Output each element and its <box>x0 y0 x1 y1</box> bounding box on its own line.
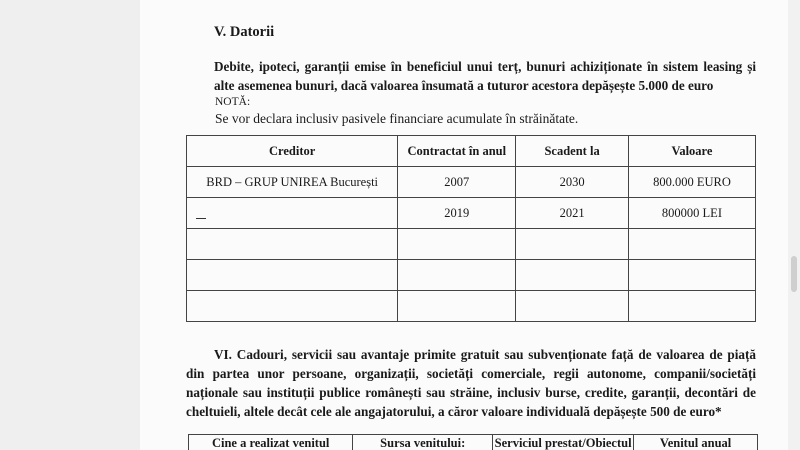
column-header-due-date: Scadent la <box>516 136 629 167</box>
table-cell <box>187 260 398 291</box>
gifts-table <box>188 434 758 450</box>
table-header-row <box>187 136 756 167</box>
table-cell <box>628 291 755 322</box>
table-cell: 800.000 EURO <box>628 167 755 198</box>
column-header-service-object: Serviciul prestat/Obiectul <box>493 435 634 450</box>
viewer-background-left <box>0 0 140 450</box>
column-header-income-recipient: Cine a realizat venitul <box>189 435 353 450</box>
table-cell <box>398 260 516 291</box>
table-cell: 2007 <box>398 167 516 198</box>
column-header-contracted-year: Contractat în anul <box>398 136 516 167</box>
table-cell <box>516 260 629 291</box>
debts-table <box>186 135 756 322</box>
table-cell <box>398 291 516 322</box>
table-row <box>187 260 756 291</box>
note-label: NOTĂ: <box>215 96 251 108</box>
column-header-creditor: Creditor <box>187 136 398 167</box>
section-6-description: VI. Cadouri, servicii sau avantaje primite gratuit sau subvenționate față de valoarea de piață din partea unor persoane, organizații, societăți comerciale, regii autonome, companii/societăți naționale sau instituții publice românești sau străine, inclusiv burse, credite, garanții, decontări de cheltuieli, altele decât cele ale angajatorului, a căror valoare individuală depășește 500 de euro* <box>186 347 756 419</box>
table-cell <box>516 229 629 260</box>
column-header-income-source: Sursa venitului: <box>353 435 493 450</box>
table-cell: 800000 LEI <box>628 198 755 229</box>
table-cell: 2021 <box>516 198 629 229</box>
document-page <box>140 0 788 450</box>
table-cell <box>516 291 629 322</box>
table-header-row <box>189 435 758 450</box>
vertical-scrollbar[interactable] <box>788 0 800 450</box>
table-cell: BRD – GRUP UNIREA București <box>187 167 398 198</box>
table-cell <box>398 229 516 260</box>
table-cell <box>628 260 755 291</box>
column-header-value: Valoare <box>628 136 755 167</box>
scrollbar-thumb[interactable] <box>791 256 797 292</box>
table-row <box>187 229 756 260</box>
section-title-datorii: V. Datorii <box>214 24 275 40</box>
note-text: Se vor declara inclusiv pasivele financiare acumulate în străinătate. <box>215 111 579 126</box>
table-cell: 2019 <box>398 198 516 229</box>
table-row <box>187 198 756 229</box>
column-header-annual-income: Venitul anual <box>634 435 758 450</box>
table-cell <box>187 229 398 260</box>
table-cell <box>628 229 755 260</box>
table-row <box>187 291 756 322</box>
table-cell <box>187 291 398 322</box>
redaction-line <box>196 218 206 219</box>
table-cell: 2030 <box>516 167 629 198</box>
table-cell <box>187 198 398 229</box>
section-5-description: Debite, ipoteci, garanții emise în beneficiul unui terț, bunuri achiziționate în sistem leasing și alte asemenea bunuri, dacă valoarea însumată a tuturor acestora depășește 5.000 de euro <box>214 59 756 93</box>
table-row <box>187 167 756 198</box>
